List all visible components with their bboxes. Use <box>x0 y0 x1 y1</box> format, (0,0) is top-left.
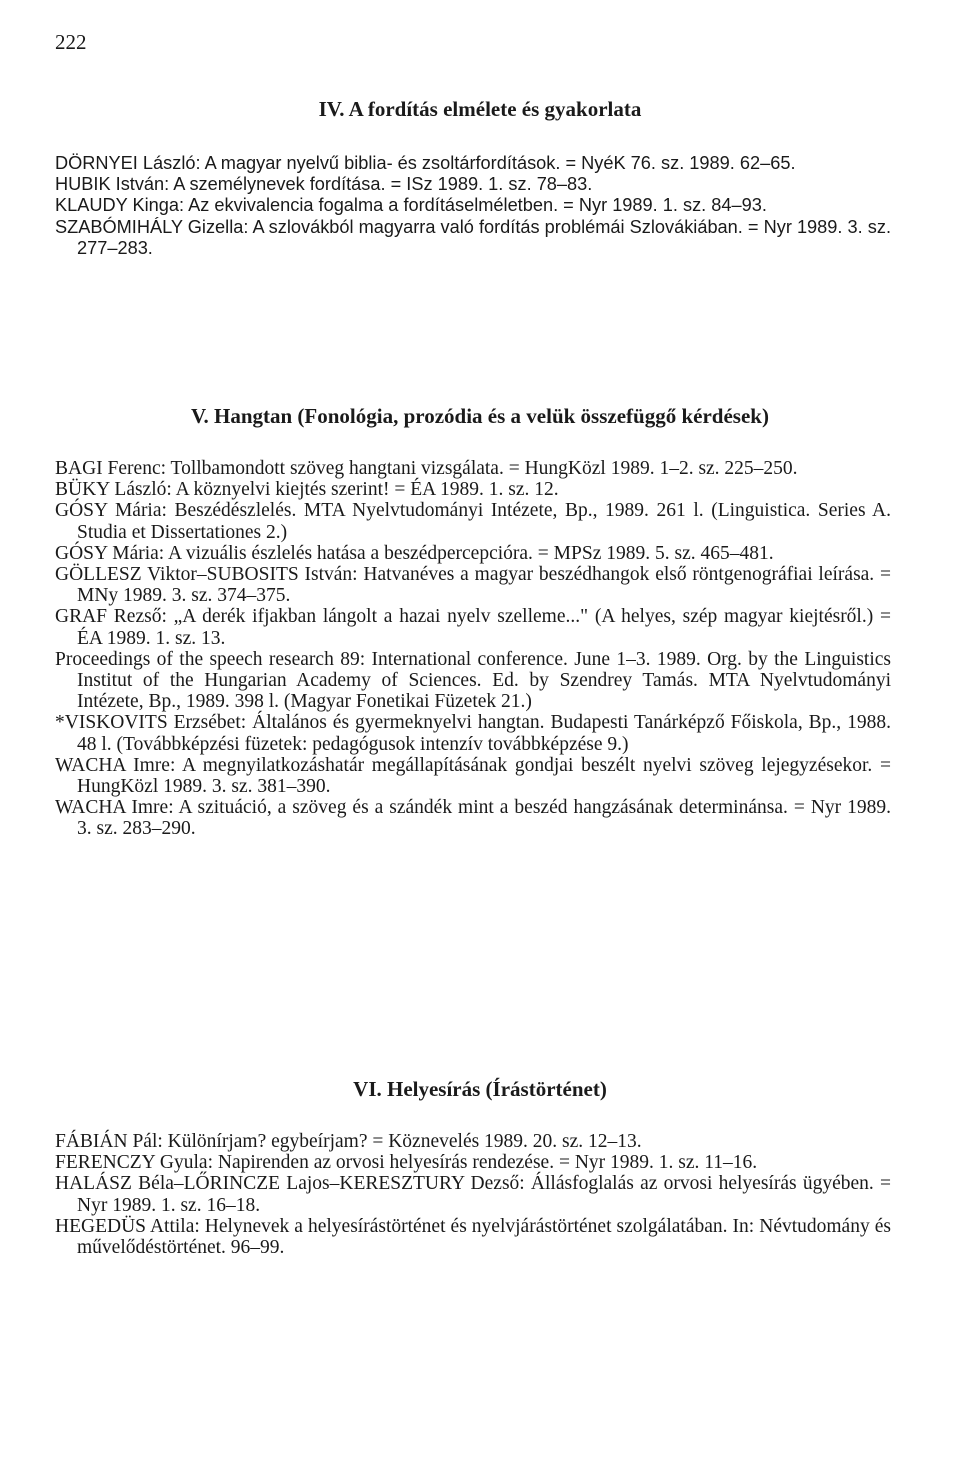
page-number: 222 <box>55 30 87 54</box>
bibliography-entry: WACHA Imre: A megnyilatkozáshatár megállapításának gondjai beszélt nyelvi szöveg lejegyzésekor. = HungKözl 1989. 3. sz. 381–390. <box>55 754 891 798</box>
bibliography-list-iv <box>55 153 891 259</box>
bibliography-entry: GRAF Rezső: „A derék ifjakban lángolt a hazai nyelv szelleme..." (A helyes, szép magyar kiejtésről.) = ÉA 1989. 1. sz. 13. <box>55 606 891 649</box>
bibliography-entry: BÜKY László: A köznyelvi kiejtés szerint! = ÉA 1989. 1. sz. 12. <box>55 479 559 501</box>
bibliography-entry: BAGI Ferenc: Tollbamondott szöveg hangtani vizsgálata. = HungKözl 1989. 1–2. sz. 225–250. <box>55 458 798 479</box>
bibliography-entry: GÖLLESZ Viktor–SUBOSITS István: Hatvanéves a magyar beszédhangok első röntgenográfiai leírása. = MNy 1989. 3. sz. 374–375. <box>55 564 891 607</box>
bibliography-entry: SZABÓMIHÁLY Gizella: A szlovákból magyarra való fordítás problémái Szlovákiában. = Nyr 1989. 3. sz. 277–283. <box>55 216 891 258</box>
bibliography-entry: HUBIK István: A személynevek fordítása. = ISz 1989. 1. sz. 78–83. <box>55 174 593 195</box>
bibliography-entry: KLAUDY Kinga: Az ekvivalencia fogalma a fordításelméletben. = Nyr 1989. 1. sz. 84–93. <box>55 195 767 216</box>
bibliography-entry: FERENCZY Gyula: Napirenden az orvosi helyesírás rendezése. = Nyr 1989. 1. sz. 11–16. <box>55 1152 758 1174</box>
bibliography-list-vi <box>55 1131 891 1258</box>
bibliography-entry: HEGEDÜS Attila: Helynevek a helyesírástörténet és nyelvjárástörténet szolgálatában. In: Névtudomány és művelődéstörténet. 96–99. <box>55 1215 891 1259</box>
bibliography-entry: FÁBIÁN Pál: Különírjam? egybeírjam? = Köznevelés 1989. 20. sz. 12–13. <box>55 1131 642 1152</box>
bibliography-entry: GÓSY Mária: Beszédészlelés. MTA Nyelvtudományi Intézete, Bp., 1989. 261 l. (Linguistica. Series A. Studia et Dissertationes 2.) <box>55 500 891 543</box>
bibliography-entry: WACHA Imre: A szituáció, a szöveg és a szándék mint a beszéd hangzásának determinánsa. = Nyr 1989. 3. sz. 283–290. <box>55 797 891 840</box>
bibliography-entry: *VISKOVITS Erzsébet: Általános és gyermeknyelvi hangtan. Budapesti Tanárképző Főiskola, Bp., 1988. 48 l. (Továbbképzési füzetek: pedagógusok intenzív továbbképzése 9.) <box>55 712 891 755</box>
section-heading-iv: IV. A fordítás elmélete és gyakorlata <box>318 97 642 121</box>
bibliography-list-v <box>55 458 891 840</box>
section-heading-vi: VI. Helyesírás (Írástörténet) <box>353 1077 607 1101</box>
bibliography-entry: GÓSY Mária: A vizuális észlelés hatása a beszédpercepcióra. = MPSz 1989. 5. sz. 465–481. <box>55 542 774 564</box>
bibliography-entry: HALÁSZ Béla–LŐRINCZE Lajos–KERESZTURY Dezső: Állásfoglalás az orvosi helyesírás ügyében. = Nyr 1989. 1. sz. 16–18. <box>55 1173 891 1216</box>
section-heading-v: V. Hangtan (Fonológia, prozódia és a velük összefüggő kérdések) <box>191 404 769 428</box>
bibliography-entry: Proceedings of the speech research 89: International conference. June 1–3. 1989. Org. by the Linguistics Institut of the Hungarian Academy of Sciences. Ed. by Szendrey Tamás. MTA Nyelvtudományi Intézete, Bp., 1989. 398 l. (Magyar Fonetikai Füzetek 21.) <box>55 648 891 713</box>
bibliography-entry: DÖRNYEI László: A magyar nyelvű biblia- és zsoltárfordítások. = NyéK 76. sz. 1989. 62–65. <box>55 153 796 173</box>
